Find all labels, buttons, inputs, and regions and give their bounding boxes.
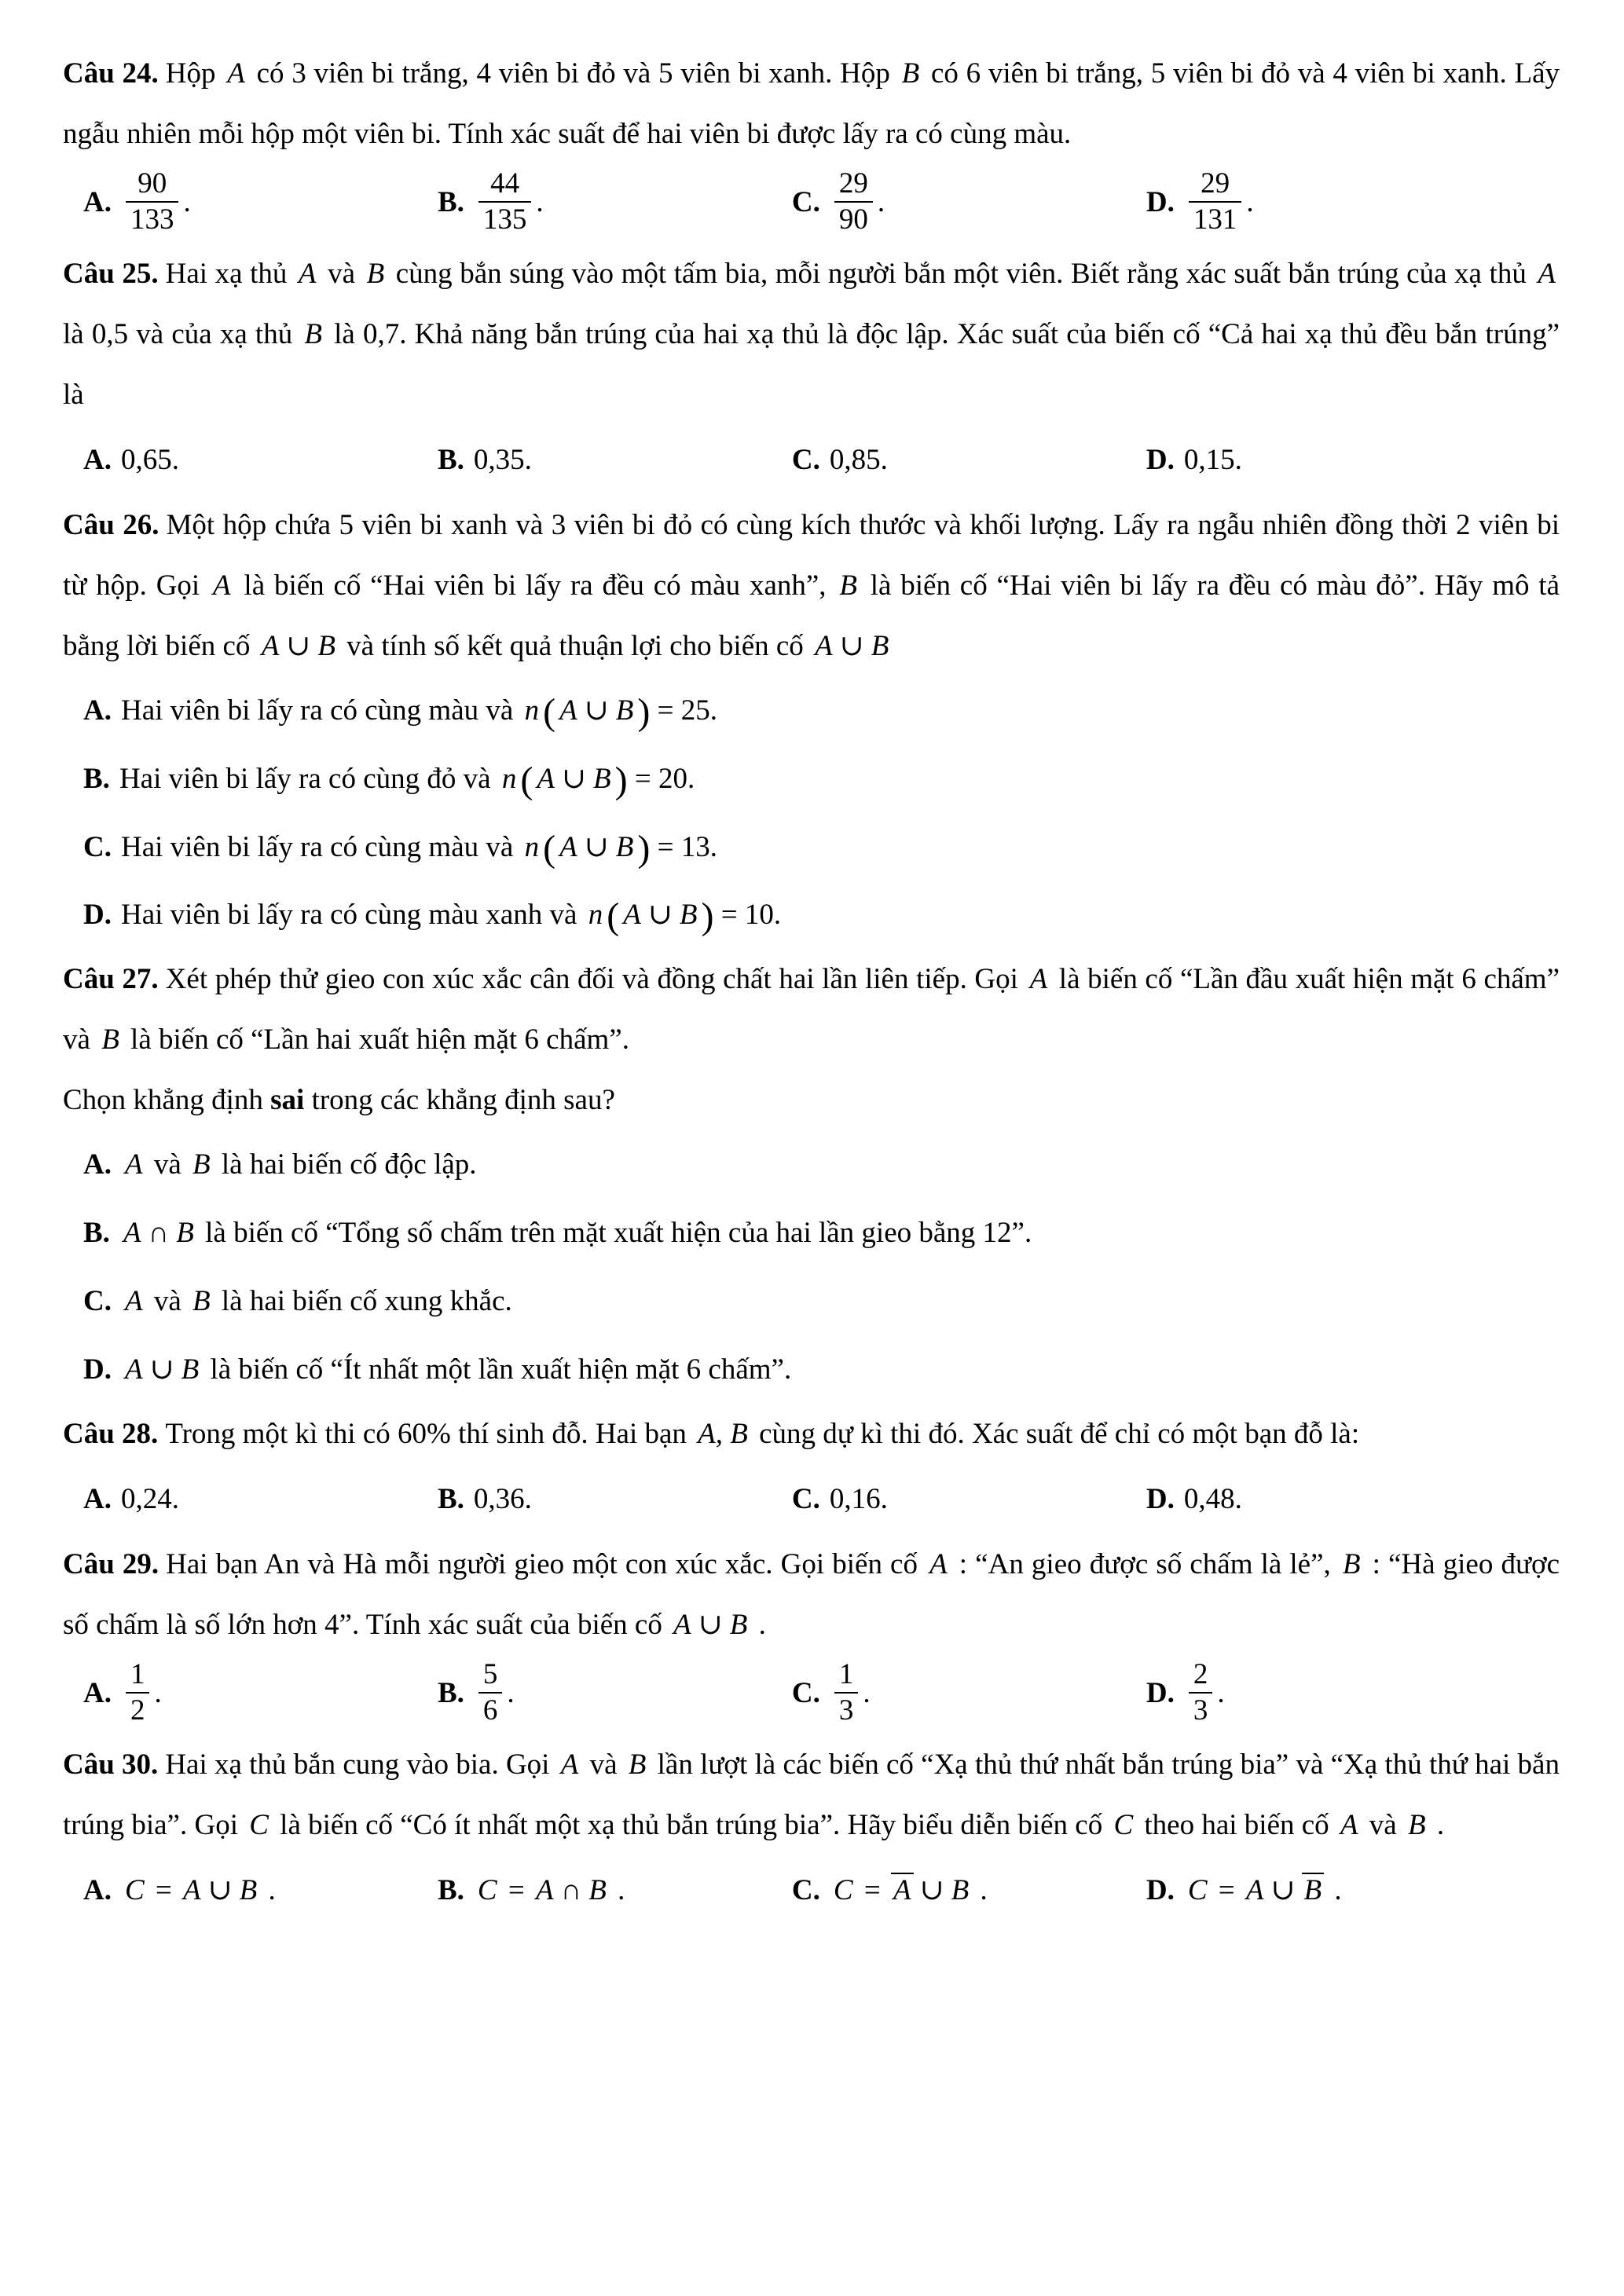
- math-paren: (: [520, 759, 533, 801]
- math-paren: ): [637, 690, 651, 733]
- question-paragraph: [63, 496, 1560, 677]
- option: [1146, 430, 1501, 491]
- option: [792, 430, 1146, 491]
- option: [1146, 1470, 1501, 1530]
- math-operator: ∪: [149, 1353, 174, 1386]
- math-variable: A: [261, 629, 280, 662]
- question: [63, 1535, 1560, 1735]
- option: [83, 430, 438, 491]
- math-variable: A: [623, 899, 641, 932]
- fraction: [834, 1658, 859, 1728]
- question-number: Câu 30.: [63, 1748, 159, 1781]
- math-variable: A: [559, 830, 577, 863]
- math-variable: C: [1113, 1808, 1134, 1841]
- text-run: Hai viên bi lấy ra có cùng màu và: [120, 694, 521, 727]
- math-variable: A: [1029, 963, 1048, 996]
- option-label: D.: [1146, 1482, 1175, 1515]
- text-run: là biến cố “Lần hai xuất hiện mặt 6 chấm”.: [123, 1023, 629, 1056]
- text-run: và tính số kết quả thuận lợi cho biến cố: [339, 629, 812, 662]
- text-run: = 13.: [650, 830, 717, 863]
- math-operator: ∪: [561, 762, 586, 795]
- text-run: Hai xạ thủ: [165, 258, 295, 290]
- math-variable: A: [124, 1353, 143, 1386]
- text-run: .: [1217, 1676, 1225, 1709]
- text-run: Hai viên bi lấy ra có cùng màu xanh và: [120, 899, 585, 932]
- math-variable: n: [524, 694, 540, 727]
- math-variable: A: [227, 57, 245, 90]
- text-run: 0,85.: [829, 443, 888, 476]
- math-operator: ∪: [286, 629, 311, 662]
- option-label: A.: [83, 1482, 112, 1515]
- math-operator: ∪: [1270, 1873, 1296, 1906]
- math-paren: (: [543, 827, 556, 870]
- text-run: =: [148, 1873, 180, 1906]
- text-run: .: [751, 1608, 766, 1641]
- math-operator: ∪: [584, 830, 609, 863]
- question: [63, 496, 1560, 950]
- math-variable: B: [1407, 1808, 1426, 1841]
- math-variable: C: [1187, 1873, 1208, 1906]
- math-operator: ∪: [207, 1873, 233, 1906]
- math-variable: B: [729, 1608, 748, 1641]
- option-label: C.: [83, 830, 112, 863]
- math-variable: B: [1342, 1547, 1361, 1580]
- fraction: [126, 1658, 150, 1728]
- math-variable: n: [501, 762, 517, 795]
- math-variable: n: [588, 899, 603, 932]
- option: [63, 1199, 1560, 1268]
- math-paren: ): [701, 895, 714, 938]
- math-variable: B: [176, 1217, 194, 1250]
- option-label: D.: [1146, 1676, 1175, 1709]
- math-operator: ∩: [560, 1873, 582, 1906]
- options-row: [63, 1856, 1560, 1926]
- text-run: Hai bạn An và Hà mỗi người gieo một con xúc xắc. Gọi biến cố: [166, 1547, 926, 1580]
- fraction-numerator: 2: [1193, 1657, 1208, 1690]
- text-run: cùng dự kì thi đó. Xác suất để chỉ có một bạn đỗ là:: [751, 1418, 1360, 1451]
- math-operator: ∪: [647, 899, 673, 932]
- math-variable: A: [1245, 1873, 1264, 1906]
- math-variable: B: [192, 1148, 211, 1181]
- fraction-denominator: 3: [834, 1692, 859, 1728]
- fraction-denominator: 133: [126, 201, 179, 237]
- text-run: .: [154, 1676, 162, 1709]
- text-run: là biến cố “Hai viên bi lấy ra đều có màu đỏ”. Hãy mô tả bằng lời biến cố: [63, 569, 1560, 662]
- option-label: D.: [1146, 1873, 1175, 1906]
- fraction-numerator: 29: [838, 167, 868, 200]
- text-run: = 20.: [627, 762, 695, 795]
- math-variable: B: [239, 1873, 258, 1906]
- option-label: B.: [83, 1217, 110, 1250]
- options-row: [63, 1656, 1560, 1735]
- option-label: D.: [83, 899, 112, 932]
- math-variable: C: [249, 1808, 269, 1841]
- question: [63, 1735, 1560, 1926]
- text-run: là biến cố “Có ít nhất một xạ thủ bắn trúng bia”. Hãy biểu diễn biến cố: [272, 1808, 1110, 1841]
- math-variable: A: [1538, 258, 1556, 290]
- math-variable: B: [192, 1285, 211, 1318]
- math-paren: ): [637, 827, 651, 870]
- math-variable: A: [535, 1873, 554, 1906]
- option-label: C.: [791, 1873, 820, 1906]
- option: [83, 1861, 438, 1921]
- option-label: B.: [83, 762, 110, 795]
- math-paren: ): [614, 759, 628, 801]
- option: [792, 1470, 1146, 1530]
- math-overline: B: [1302, 1873, 1325, 1907]
- option-label: A.: [83, 1873, 112, 1906]
- text-run: = 25.: [650, 694, 717, 727]
- question-number: Câu 26.: [63, 508, 159, 541]
- option: [437, 167, 792, 240]
- text-run: có 6 viên bi trắng, 5 viên bi đỏ và 4 viên bi xanh. Lấy ngẫu nhiên mỗi hộp một viên bi. Tính xác suất để hai viên bi được lấy ra có cùng màu.: [63, 57, 1560, 150]
- math-variable: B: [304, 317, 322, 350]
- text-run: .: [536, 185, 544, 218]
- fraction-denominator: 6: [478, 1692, 503, 1728]
- math-variable: B: [366, 258, 385, 290]
- text-run: là hai biến cố xung khắc.: [214, 1285, 512, 1318]
- text-run: 0,36.: [473, 1482, 532, 1515]
- text-run: và: [146, 1148, 189, 1181]
- option-label: B.: [437, 1676, 464, 1709]
- option-label: D.: [83, 1353, 112, 1386]
- option: [438, 430, 792, 491]
- math-variable: B: [181, 1353, 200, 1386]
- question-number: Câu 24.: [63, 57, 159, 90]
- text-run: .: [973, 1873, 988, 1906]
- question-number: Câu 29.: [63, 1547, 159, 1580]
- math-variable: B: [871, 629, 889, 662]
- option: [83, 1657, 438, 1730]
- text-run: là biến cố “Ít nhất một lần xuất hiện mặt 6 chấm”.: [203, 1353, 792, 1386]
- text-run: .: [183, 185, 191, 218]
- question-number: Câu 28.: [63, 1418, 159, 1451]
- math-variable: B: [592, 762, 611, 795]
- question: [63, 1404, 1560, 1535]
- question-paragraph: [63, 1735, 1560, 1856]
- text-run: 0,48.: [1183, 1482, 1242, 1515]
- text-run: Chọn khẳng định: [63, 1084, 271, 1117]
- text-run: =: [856, 1873, 888, 1906]
- math-operator: ∪: [584, 694, 609, 727]
- math-operator: ∪: [839, 629, 864, 662]
- option: [63, 1131, 1560, 1199]
- math-variable: C: [833, 1873, 853, 1906]
- text-run: .: [507, 1676, 515, 1709]
- text-run: .: [610, 1873, 625, 1906]
- option: [63, 745, 1560, 814]
- question: [63, 244, 1560, 496]
- question-paragraph: [63, 1071, 1560, 1131]
- math-variable: B: [615, 830, 634, 863]
- math-variable: B: [951, 1873, 970, 1906]
- option: [63, 1268, 1560, 1336]
- option: [438, 1861, 792, 1921]
- text-run: là biến cố “Tổng số chấm trên mặt xuất hiện của hai lần gieo bằng 12”.: [197, 1217, 1032, 1250]
- fraction-numerator: 29: [1201, 167, 1230, 200]
- option: [1146, 1861, 1501, 1921]
- option-label: C.: [791, 443, 820, 476]
- option: [1146, 1657, 1501, 1730]
- option-label: B.: [437, 1482, 464, 1515]
- option-label: C.: [791, 1676, 820, 1709]
- math-variable: B: [679, 899, 698, 932]
- question-paragraph: [63, 244, 1560, 426]
- option-label: A.: [83, 694, 112, 727]
- math-variable: A: [537, 762, 555, 795]
- fraction-denominator: 135: [478, 201, 532, 237]
- text-run: 0,16.: [829, 1482, 888, 1515]
- option: [63, 814, 1560, 882]
- options-row: [63, 1465, 1560, 1535]
- text-run: : “An gieo được số chấm là lẻ”,: [951, 1547, 1339, 1580]
- math-variable: B: [839, 569, 857, 602]
- math-variable: B: [317, 629, 335, 662]
- fraction-numerator: 1: [838, 1657, 854, 1690]
- question-paragraph: [63, 1535, 1560, 1656]
- text-run: có 3 viên bi trắng, 4 viên bi đỏ và 5 viên bi xanh. Hộp: [248, 57, 898, 90]
- fraction-denominator: 3: [1189, 1692, 1213, 1728]
- math-variable: A: [124, 1285, 143, 1318]
- question: [63, 950, 1560, 1404]
- question-paragraph: [63, 1404, 1560, 1465]
- text-run: và: [146, 1285, 189, 1318]
- option-label: D.: [1146, 443, 1175, 476]
- text-run: Trong một kì thi có 60% thí sinh đỗ. Hai bạn: [165, 1418, 695, 1451]
- text-run: .: [1327, 1873, 1342, 1906]
- option: [63, 881, 1560, 950]
- option-label: A.: [83, 185, 112, 218]
- fraction-denominator: 2: [126, 1692, 150, 1728]
- text-run: 0,65.: [120, 443, 179, 476]
- fraction-numerator: 1: [130, 1657, 145, 1690]
- text-run: Xét phép thử gieo con xúc xắc cân đối và đồng chất hai lần liên tiếp. Gọi: [165, 963, 1026, 996]
- question-number: Câu 25.: [63, 258, 159, 290]
- text-run: theo hai biến cố: [1137, 1808, 1336, 1841]
- text-run: và: [1362, 1808, 1404, 1841]
- question: [63, 44, 1560, 244]
- question-paragraph: [63, 950, 1560, 1071]
- text-run: là 0,5 và của xạ thủ: [63, 317, 301, 350]
- math-variable: C: [477, 1873, 497, 1906]
- option-label: B.: [437, 443, 464, 476]
- math-variable: A, B: [698, 1418, 748, 1451]
- option-label: A.: [83, 443, 112, 476]
- text-run: .: [1246, 185, 1254, 218]
- math-variable: B: [101, 1023, 119, 1056]
- fraction: [1189, 1658, 1213, 1728]
- fraction: [478, 1658, 503, 1728]
- option: [792, 1861, 1146, 1921]
- fraction: [834, 167, 873, 237]
- fraction-numerator: 5: [482, 1657, 498, 1690]
- option-label: C.: [83, 1285, 112, 1318]
- option: [791, 167, 1146, 240]
- text-run: 0,15.: [1183, 443, 1242, 476]
- fraction-denominator: 90: [834, 201, 873, 237]
- text-run: Hai viên bi lấy ra có cùng đỏ và: [119, 762, 498, 795]
- math-operator: ∪: [919, 1873, 944, 1906]
- math-variable: B: [901, 57, 920, 90]
- options-row: [63, 165, 1560, 244]
- text-run: trong các khẳng định sau?: [304, 1084, 615, 1117]
- fraction: [126, 167, 179, 237]
- math-variable: A: [1340, 1808, 1358, 1841]
- text-run: là biến cố “Lần đầu xuất hiện mặt 6 chấm” và: [63, 963, 1560, 1056]
- math-variable: A: [183, 1873, 201, 1906]
- math-variable: B: [615, 694, 634, 727]
- math-variable: A: [298, 258, 317, 290]
- math-variable: A: [559, 694, 577, 727]
- text-run: lần lượt là các biến cố “Xạ thủ thứ nhất bắn trúng bia” và “Xạ thủ thứ hai bắn trúng bia”. Gọi: [63, 1748, 1560, 1841]
- option: [83, 1470, 438, 1530]
- text-run: .: [261, 1873, 276, 1906]
- option-label: A.: [83, 1148, 112, 1181]
- math-variable: C: [124, 1873, 145, 1906]
- options-row: [63, 426, 1560, 496]
- option-label: B.: [437, 1873, 464, 1906]
- bold-text: sai: [270, 1084, 305, 1117]
- math-variable: n: [524, 830, 540, 863]
- math-variable: A: [213, 569, 231, 602]
- option-label: C.: [791, 1482, 820, 1515]
- question-paragraph: [63, 44, 1560, 165]
- math-operator: ∩: [148, 1217, 170, 1250]
- math-paren: (: [543, 690, 556, 733]
- question-number: Câu 27.: [63, 963, 159, 996]
- text-run: cùng bắn súng vào một tấm bia, mỗi người bắn một viên. Biết rằng xác suất bắn trúng của xạ thủ: [388, 258, 1534, 290]
- text-run: 0,24.: [120, 1482, 179, 1515]
- option-label: B.: [437, 185, 464, 218]
- math-variable: A: [123, 1217, 141, 1250]
- math-paren: (: [607, 895, 620, 938]
- fraction-numerator: 44: [490, 167, 520, 200]
- math-variable: A: [560, 1748, 579, 1781]
- math-operator: ∪: [698, 1608, 723, 1641]
- option: [791, 1657, 1146, 1730]
- text-run: Hai viên bi lấy ra có cùng màu và: [120, 830, 521, 863]
- fraction: [478, 167, 532, 237]
- option: [63, 1336, 1560, 1404]
- option: [83, 167, 438, 240]
- text-run: .: [877, 185, 885, 218]
- option-label: D.: [1146, 185, 1175, 218]
- text-run: và: [582, 1748, 625, 1781]
- text-run: = 10.: [713, 899, 782, 932]
- text-run: =: [1211, 1873, 1242, 1906]
- math-variable: A: [124, 1148, 143, 1181]
- question-list: [63, 44, 1560, 1926]
- option: [438, 1470, 792, 1530]
- text-run: là hai biến cố độc lập.: [214, 1148, 477, 1181]
- text-run: : “Hà gieo được số chấm là số lớn hơn 4”. Tính xác suất của biến cố: [63, 1547, 1560, 1641]
- text-run: .: [1429, 1808, 1445, 1841]
- option: [1146, 167, 1501, 240]
- fraction-numerator: 90: [137, 167, 167, 200]
- text-run: =: [500, 1873, 532, 1906]
- text-run: Hai xạ thủ bắn cung vào bia. Gọi: [165, 1748, 557, 1781]
- text-run: .: [863, 1676, 871, 1709]
- math-variable: B: [588, 1873, 607, 1906]
- text-run: 0,35.: [473, 443, 532, 476]
- option-label: C.: [791, 185, 820, 218]
- fraction-denominator: 131: [1189, 201, 1242, 237]
- math-variable: A: [815, 629, 833, 662]
- text-run: và: [320, 258, 363, 290]
- option: [63, 677, 1560, 745]
- text-run: Hộp: [165, 57, 224, 90]
- math-variable: B: [628, 1748, 647, 1781]
- text-run: là biến cố “Hai viên bi lấy ra đều có màu xanh”,: [234, 569, 836, 602]
- math-variable: A: [673, 1608, 691, 1641]
- fraction: [1189, 167, 1242, 237]
- text-run: là 0,7. Khả năng bắn trúng của hai xạ thủ là độc lập. Xác suất của biến cố “Cả hai xạ thủ đều bắn trúng” là: [63, 317, 1560, 411]
- text-run: Một hộp chứa 5 viên bi xanh và 3 viên bi đỏ có cùng kích thước và khối lượng. Lấy ra ngẫu nhiên đồng thời 2 viên bi từ hộp. Gọi: [63, 508, 1560, 602]
- option-label: A.: [83, 1676, 112, 1709]
- option: [437, 1657, 792, 1730]
- math-overline: A: [891, 1873, 914, 1907]
- math-variable: A: [929, 1547, 948, 1580]
